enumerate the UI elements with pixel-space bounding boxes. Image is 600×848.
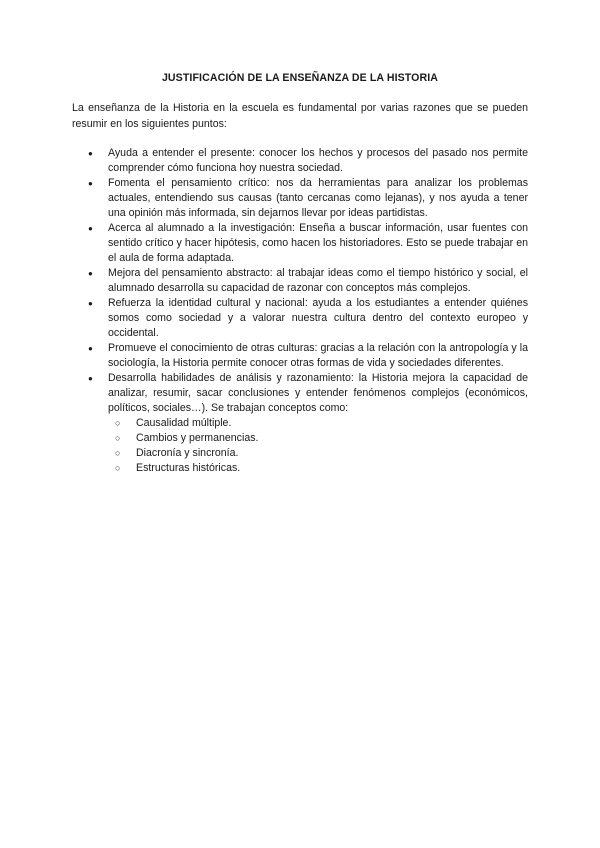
bullet-icon: ●: [88, 179, 93, 188]
sublist-item: [108, 446, 528, 461]
document-title: JUSTIFICACIÓN DE LA ENSEÑANZA DE LA HISTORIA: [161, 72, 439, 84]
sublist-item-text: Diacronía y sincronía.: [136, 447, 239, 459]
bullet-icon: ●: [88, 374, 93, 383]
list-item: [72, 371, 528, 476]
list-item-text: Mejora del pensamiento abstracto: al trabajar ideas como el tiempo histórico y social, el alumnado desarrolla su capacidad de razonar con conceptos más complejos.: [108, 267, 528, 294]
bullet-icon: ●: [88, 224, 93, 233]
list-item: [72, 146, 528, 176]
hollow-bullet-icon: ○: [115, 463, 121, 473]
list-item: [72, 221, 528, 266]
bullet-icon: ●: [88, 299, 93, 308]
list-item-text: Desarrolla habilidades de análisis y razonamiento: la Historia mejora la capacidad de analizar, resumir, sacar conclusiones y entender fenómenos complejos (económicos, políticos, sociales…). Se trabajan conceptos como:: [108, 372, 528, 414]
list-item: [72, 341, 528, 371]
bullet-icon: ●: [88, 344, 93, 353]
bullet-icon: ●: [88, 149, 93, 158]
list-item-text: Refuerza la identidad cultural y nacional: ayuda a los estudiantes a entender quiénes somos como sociedad y a valorar nuestra cultura dentro del contexto europeo y occidental.: [108, 297, 528, 339]
sublist-item: [108, 416, 528, 431]
hollow-bullet-icon: ○: [115, 418, 121, 428]
sublist-item-text: Causalidad múltiple.: [136, 417, 232, 429]
list-item-text: Promueve el conocimiento de otras culturas: gracias a la relación con la antropología y la sociología, la Historia permite conocer otras formas de vida y sociedades diferentes.: [108, 342, 528, 369]
list-item: [72, 266, 528, 296]
sublist-item-text: Cambios y permanencias.: [136, 432, 259, 444]
sublist-item: [108, 431, 528, 446]
hollow-bullet-icon: ○: [115, 433, 121, 443]
concepts-sublist: [108, 416, 528, 476]
list-item-text: Fomenta el pensamiento crítico: nos da herramientas para analizar los problemas actuales, entendiendo sus causas (tanto cercanas como lejanas), y nos ayuda a tener una opinión más informada, sin dejarnos llevar por ideas partidistas.: [108, 177, 528, 219]
list-item: [72, 296, 528, 341]
bullet-icon: ●: [88, 269, 93, 278]
sublist-item: [108, 461, 528, 476]
list-item-text: Ayuda a entender el presente: conocer los hechos y procesos del pasado nos permite comprender cómo funciona hoy nuestra sociedad.: [108, 147, 528, 174]
list-item: [72, 176, 528, 221]
reasons-list: [72, 146, 528, 476]
sublist-item-text: Estructuras históricas.: [136, 462, 241, 474]
list-item-text: Acerca al alumnado a la investigación: Enseña a buscar información, usar fuentes con sentido crítico y hacer hipótesis, como hacen los historiadores. Esto se puede trabajar en el aula de forma adaptada.: [108, 222, 528, 264]
hollow-bullet-icon: ○: [115, 448, 121, 458]
intro-paragraph: La enseñanza de la Historia en la escuela es fundamental por varias razones que se pueden resumir en los siguientes puntos:: [72, 102, 528, 130]
